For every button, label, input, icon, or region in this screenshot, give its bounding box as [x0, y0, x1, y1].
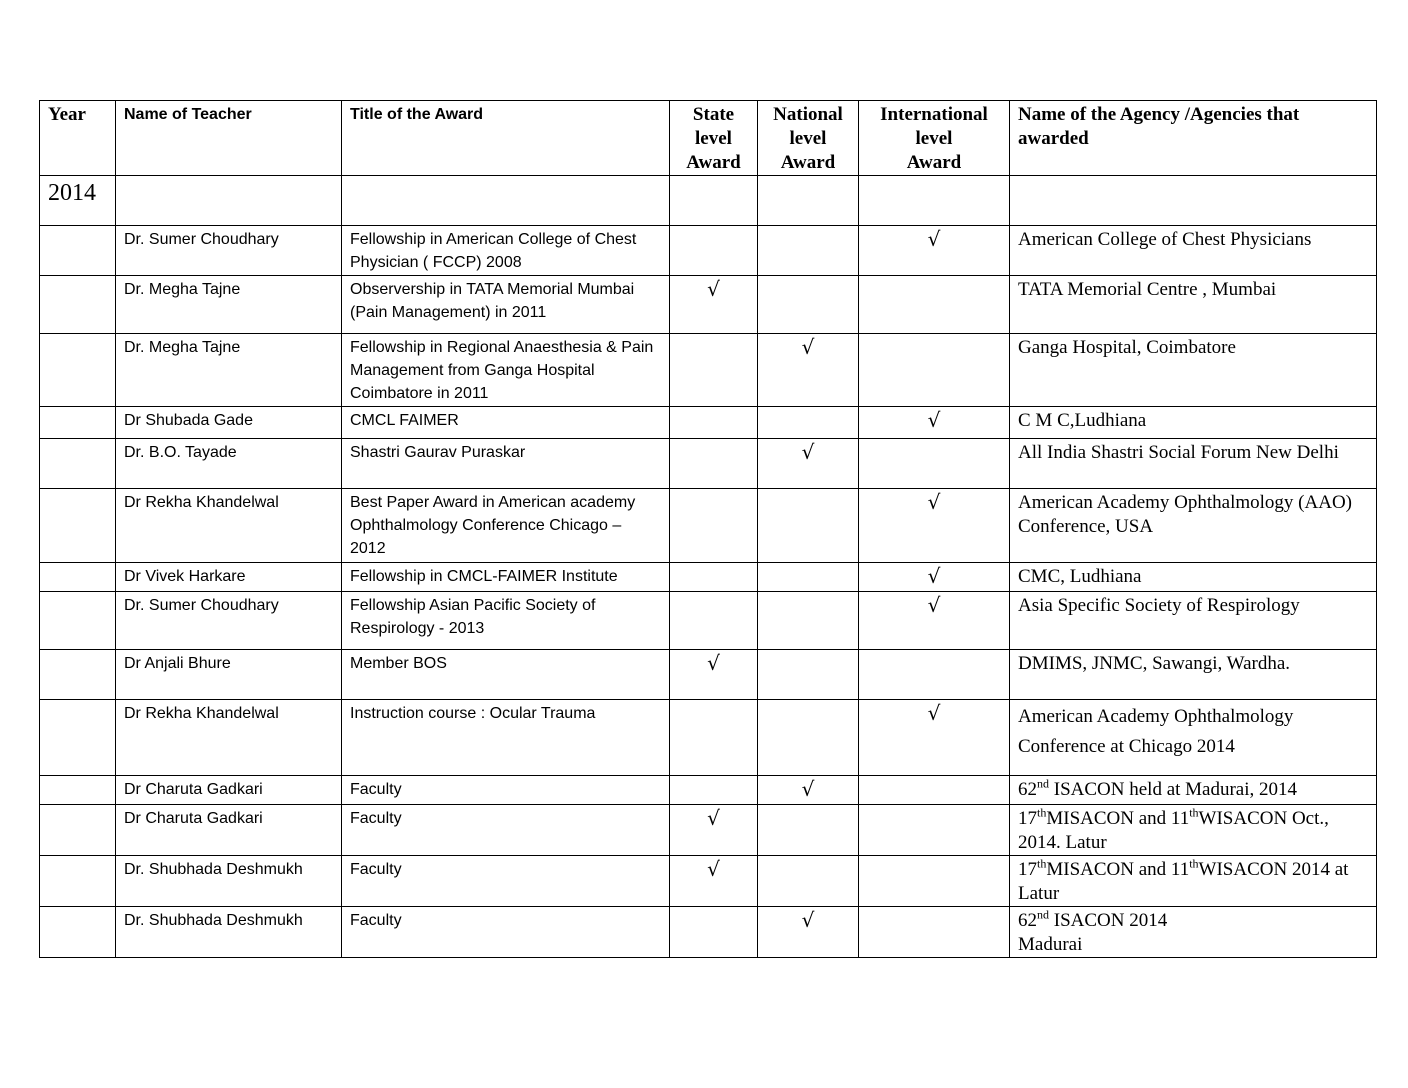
- header-row: [40, 101, 1377, 176]
- header-national-line: National: [773, 104, 843, 125]
- check-mark-icon: √: [927, 227, 941, 251]
- table-row: [40, 226, 1377, 276]
- agency-text: MISACON and 11: [1046, 808, 1190, 829]
- national-level-cell: [758, 563, 859, 592]
- year-cell: [40, 489, 116, 563]
- award-title: Observership in TATA Memorial Mumbai (Pain Management) in 2011: [342, 276, 670, 334]
- header-year: Year: [40, 101, 116, 176]
- national-level-cell: [758, 776, 859, 805]
- empty-cell: [670, 176, 758, 226]
- agency-text: WISACON Oct., 2014. Latur: [1018, 808, 1329, 853]
- teacher-name: Dr Anjali Bhure: [116, 650, 342, 700]
- table-row: [40, 592, 1377, 650]
- award-title: Faculty: [342, 856, 670, 907]
- agency-name: All India Shastri Social Forum New Delhi: [1010, 439, 1377, 489]
- empty-cell: [1010, 176, 1377, 226]
- year-cell: [40, 650, 116, 700]
- state-level-cell: [670, 907, 758, 958]
- national-level-cell: [758, 407, 859, 439]
- agency-name: [1010, 805, 1377, 856]
- national-level-cell: [758, 650, 859, 700]
- agency-text: 17: [1018, 808, 1037, 829]
- agency-line: Madurai: [1018, 934, 1083, 955]
- table-row: [40, 563, 1377, 592]
- agency-text: 17: [1018, 859, 1037, 880]
- agency-line: [1018, 858, 1368, 906]
- table-row: [40, 489, 1377, 563]
- header-national-line: Award: [780, 152, 836, 173]
- header-title: Title of the Award: [342, 101, 670, 176]
- year-cell: [40, 276, 116, 334]
- teacher-name: Dr Charuta Gadkari: [116, 805, 342, 856]
- empty-cell: [116, 176, 342, 226]
- header-agency: Name of the Agency /Agencies that awarded: [1010, 101, 1377, 176]
- agency-name: American Academy Ophthalmology Conference at Chicago 2014: [1010, 700, 1377, 776]
- teacher-name: Dr Vivek Harkare: [116, 563, 342, 592]
- year-cell: [40, 700, 116, 776]
- state-level-cell: [670, 407, 758, 439]
- check-mark-icon: √: [707, 277, 720, 301]
- check-mark-icon: √: [707, 806, 720, 830]
- award-title: Faculty: [342, 805, 670, 856]
- state-level-cell: [670, 856, 758, 907]
- teacher-name: Dr. Megha Tajne: [116, 334, 342, 407]
- year-cell: [40, 805, 116, 856]
- international-level-cell: [859, 650, 1010, 700]
- award-title: Shastri Gaurav Puraskar: [342, 439, 670, 489]
- header-national: [758, 101, 859, 176]
- agency-name: CMC, Ludhiana: [1010, 563, 1377, 592]
- international-level-cell: [859, 226, 1010, 276]
- national-level-cell: [758, 907, 859, 958]
- teacher-name: Dr Rekha Khandelwal: [116, 700, 342, 776]
- check-mark-icon: √: [927, 593, 941, 617]
- table-row: [40, 805, 1377, 856]
- agency-text: ISACON 2014: [1049, 910, 1168, 931]
- award-title: Fellowship in American College of Chest Physician ( FCCP) 2008: [342, 226, 670, 276]
- agency-text: MISACON and 11: [1046, 859, 1190, 880]
- ordinal-suffix: nd: [1037, 907, 1049, 922]
- empty-cell: [758, 176, 859, 226]
- national-level-cell: [758, 592, 859, 650]
- international-level-cell: [859, 776, 1010, 805]
- header-state-line: level: [695, 128, 732, 149]
- international-level-cell: [859, 805, 1010, 856]
- header-international: [859, 101, 1010, 176]
- year-cell: [40, 907, 116, 958]
- check-mark-icon: √: [927, 408, 941, 432]
- empty-cell: [342, 176, 670, 226]
- header-state: [670, 101, 758, 176]
- award-title: Fellowship in Regional Anaesthesia & Pain Management from Ganga Hospital Coimbatore in 2011: [342, 334, 670, 407]
- check-mark-icon: √: [801, 335, 815, 359]
- agency-text: 62: [1018, 779, 1037, 800]
- table-row: [40, 856, 1377, 907]
- ordinal-suffix: th: [1037, 805, 1047, 820]
- international-level-cell: [859, 563, 1010, 592]
- agency-name: Ganga Hospital, Coimbatore: [1010, 334, 1377, 407]
- international-level-cell: [859, 592, 1010, 650]
- national-level-cell: [758, 700, 859, 776]
- agency-name: [1010, 856, 1377, 907]
- teacher-name: Dr. Sumer Choudhary: [116, 592, 342, 650]
- award-title: Fellowship in CMCL-FAIMER Institute: [342, 563, 670, 592]
- ordinal-suffix: nd: [1037, 776, 1049, 791]
- agency-name: C M C,Ludhiana: [1010, 407, 1377, 439]
- check-mark-icon: √: [801, 440, 815, 464]
- year-cell: [40, 856, 116, 907]
- agency-name: DMIMS, JNMC, Sawangi, Wardha.: [1010, 650, 1377, 700]
- agency-name: Asia Specific Society of Respirology: [1010, 592, 1377, 650]
- agency-name: TATA Memorial Centre , Mumbai: [1010, 276, 1377, 334]
- header-national-line: level: [789, 128, 827, 149]
- empty-cell: [859, 176, 1010, 226]
- agency-name: [1010, 776, 1377, 805]
- check-mark-icon: √: [927, 490, 941, 514]
- teacher-name: Dr. Sumer Choudhary: [116, 226, 342, 276]
- award-title: Faculty: [342, 776, 670, 805]
- national-level-cell: [758, 334, 859, 407]
- international-level-cell: [859, 700, 1010, 776]
- state-level-cell: [670, 276, 758, 334]
- state-level-cell: [670, 226, 758, 276]
- award-title: Faculty: [342, 907, 670, 958]
- teacher-name: Dr. Shubhada Deshmukh: [116, 856, 342, 907]
- year-cell: [40, 407, 116, 439]
- year-cell: [40, 439, 116, 489]
- teacher-name: Dr. Shubhada Deshmukh: [116, 907, 342, 958]
- international-level-cell: [859, 276, 1010, 334]
- state-level-cell: [670, 700, 758, 776]
- teacher-name: Dr. Megha Tajne: [116, 276, 342, 334]
- state-level-cell: [670, 439, 758, 489]
- header-international-line: Award: [906, 152, 962, 173]
- check-mark-icon: √: [927, 564, 941, 588]
- national-level-cell: [758, 489, 859, 563]
- award-title: Member BOS: [342, 650, 670, 700]
- state-level-cell: [670, 563, 758, 592]
- state-level-cell: [670, 334, 758, 407]
- teacher-name: Dr. B.O. Tayade: [116, 439, 342, 489]
- header-state-line: Award: [686, 152, 741, 173]
- national-level-cell: [758, 276, 859, 334]
- state-level-cell: [670, 650, 758, 700]
- header-international-line: level: [915, 128, 953, 149]
- agency-line: [1018, 909, 1368, 933]
- international-level-cell: [859, 856, 1010, 907]
- year-cell: [40, 176, 116, 226]
- year-cell: [40, 592, 116, 650]
- national-level-cell: [758, 439, 859, 489]
- year-cell: [40, 226, 116, 276]
- awards-table: [39, 100, 1377, 958]
- agency-name: American College of Chest Physicians: [1010, 226, 1377, 276]
- table-row: [40, 776, 1377, 805]
- international-level-cell: [859, 407, 1010, 439]
- check-mark-icon: √: [707, 651, 720, 675]
- table-row: [40, 439, 1377, 489]
- agency-line: [1018, 778, 1368, 802]
- national-level-cell: [758, 856, 859, 907]
- agency-line: [1018, 807, 1368, 855]
- agency-text: 62: [1018, 910, 1037, 931]
- year-cell: [40, 334, 116, 407]
- teacher-name: Dr Shubada Gade: [116, 407, 342, 439]
- year-cell: [40, 563, 116, 592]
- year-row: [40, 176, 1377, 226]
- header-teacher: Name of Teacher: [116, 101, 342, 176]
- ordinal-suffix: th: [1037, 856, 1047, 871]
- international-level-cell: [859, 489, 1010, 563]
- year-value: 2014: [48, 180, 96, 206]
- table-row: [40, 650, 1377, 700]
- check-mark-icon: √: [927, 701, 941, 725]
- ordinal-suffix: th: [1189, 856, 1199, 871]
- check-mark-icon: √: [801, 777, 815, 801]
- award-title: Instruction course : Ocular Trauma: [342, 700, 670, 776]
- header-international-line: International: [880, 104, 988, 125]
- international-level-cell: [859, 334, 1010, 407]
- state-level-cell: [670, 776, 758, 805]
- international-level-cell: [859, 907, 1010, 958]
- table-row: [40, 334, 1377, 407]
- table-row: [40, 407, 1377, 439]
- award-title: CMCL FAIMER: [342, 407, 670, 439]
- national-level-cell: [758, 226, 859, 276]
- award-title: Fellowship Asian Pacific Society of Respirology - 2013: [342, 592, 670, 650]
- check-mark-icon: √: [801, 908, 815, 932]
- state-level-cell: [670, 592, 758, 650]
- year-cell: [40, 776, 116, 805]
- ordinal-suffix: th: [1189, 805, 1199, 820]
- agency-text: ISACON held at Madurai, 2014: [1049, 779, 1298, 800]
- agency-text: WISACON 2014 at Latur: [1018, 859, 1349, 904]
- state-level-cell: [670, 805, 758, 856]
- table-row: [40, 276, 1377, 334]
- national-level-cell: [758, 805, 859, 856]
- table-body: [40, 176, 1377, 958]
- award-title: Best Paper Award in American academy Ophthalmology Conference Chicago – 2012: [342, 489, 670, 563]
- check-mark-icon: √: [707, 857, 720, 881]
- teacher-name: Dr Rekha Khandelwal: [116, 489, 342, 563]
- table-row: [40, 700, 1377, 776]
- state-level-cell: [670, 489, 758, 563]
- agency-name: American Academy Ophthalmology (AAO) Conference, USA: [1010, 489, 1377, 563]
- international-level-cell: [859, 439, 1010, 489]
- header-state-line: State: [692, 104, 735, 125]
- table-row: [40, 907, 1377, 958]
- teacher-name: Dr Charuta Gadkari: [116, 776, 342, 805]
- agency-name: [1010, 907, 1377, 958]
